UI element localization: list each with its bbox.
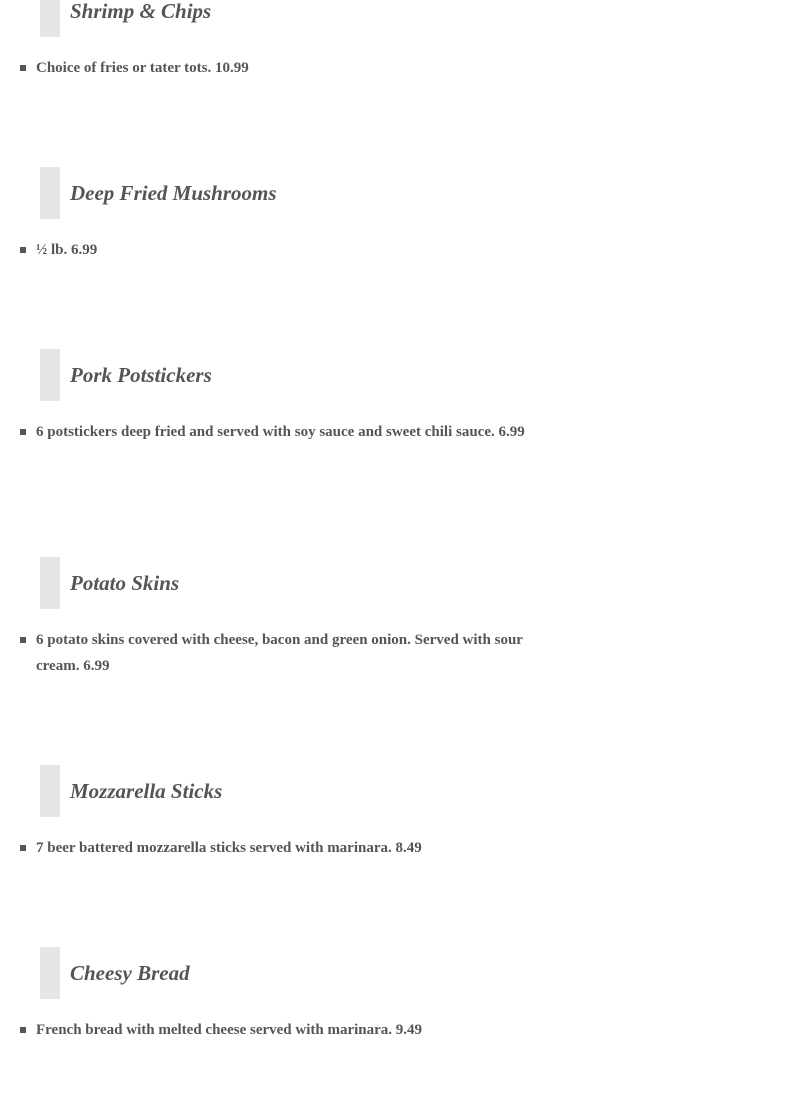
menu-item-description xyxy=(20,835,540,861)
square-bullet-icon xyxy=(20,1027,26,1033)
menu-item-description-list xyxy=(20,237,540,263)
menu-item-description xyxy=(20,1017,540,1043)
menu-item-description xyxy=(20,419,540,445)
menu-item-description-list xyxy=(20,55,540,81)
title-accent-bar xyxy=(40,765,60,817)
menu-item-description-text: 6 potato skins covered with cheese, bacon and green onion. Served with sour cream. 6.99 xyxy=(36,632,523,674)
menu-item-description-list xyxy=(20,1017,540,1043)
title-accent-bar xyxy=(40,167,60,219)
square-bullet-icon xyxy=(20,65,26,71)
menu-item-description-list xyxy=(20,419,540,445)
menu-item-title: Shrimp & Chips xyxy=(70,0,212,23)
title-accent-bar xyxy=(40,0,60,37)
menu-item-title: Deep Fried Mushrooms xyxy=(70,181,277,205)
menu-item-description xyxy=(20,55,540,81)
square-bullet-icon xyxy=(20,247,26,253)
menu-item-description-list xyxy=(20,627,540,679)
title-accent-bar xyxy=(40,947,60,999)
menu-item-description-text: 7 beer battered mozzarella sticks served with marinara. 8.49 xyxy=(36,840,422,856)
menu-item-title: Mozzarella Sticks xyxy=(70,779,223,803)
menu-item-title: Pork Potstickers xyxy=(70,363,212,387)
title-accent-bar xyxy=(40,557,60,609)
menu-item-description xyxy=(20,627,540,679)
square-bullet-icon xyxy=(20,845,26,851)
square-bullet-icon xyxy=(20,429,26,435)
menu-item-description-text: Choice of fries or tater tots. 10.99 xyxy=(36,60,249,76)
menu-item-description-list xyxy=(20,835,540,861)
title-accent-bar xyxy=(40,349,60,401)
menu-item-description-text: 6 potstickers deep fried and served with soy sauce and sweet chili sauce. 6.99 xyxy=(36,424,525,440)
square-bullet-icon xyxy=(20,637,26,643)
menu-item-title: Cheesy Bread xyxy=(70,961,190,985)
menu-item-description-text: ½ lb. 6.99 xyxy=(36,242,98,258)
menu-item-title: Potato Skins xyxy=(70,571,180,595)
menu-item-description-text: French bread with melted cheese served with marinara. 9.49 xyxy=(36,1022,423,1038)
menu-item-description xyxy=(20,237,540,263)
